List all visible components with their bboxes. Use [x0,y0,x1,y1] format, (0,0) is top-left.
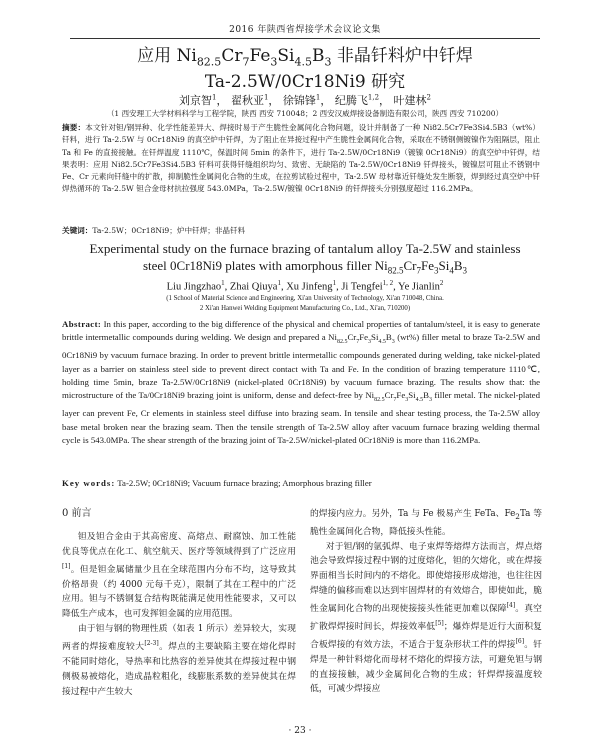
authors-en: Liu Jingzhao$^1$, Zhai Qiuya$^1$, Xu Jinfeng$^1$, Ji Tengfei$^{1, 2}$, Ye Jianlin$^2$ [166,279,444,293]
section-heading: 0 前言 [62,508,92,519]
body-paragraph: 钽及钽合金由于其高密度、高熔点、耐腐蚀、加工性能优良等优点在化工、航空航天、医疗等领域得到了广泛应用[1]。但是钽金属储量少且在全球范围内分布不均，这导致其价格昂贵（约 4000 元每千克），限制了其在工程中的广泛应用。钽与不锈钢复合结构既能满足使用性能要求，又可以降低生产成本，也可发挥钽金属的应用范围。 [62,531,296,620]
affiliation-en: (1 School of Material Science and Engineering, Xi'an University of Technology, Xi'an 710048, China. 2 Xi'an Hanwei Welding Equipment Manufacturing Co., Ltd., Xi'an, 710200) [166,295,444,312]
paper-title-zh [60,46,550,92]
abstract-en-label: Abstract: [62,319,102,329]
abstract-zh [62,122,540,196]
abstract-zh-text: 本文针对钽/钢异种、化学性能差异大、焊接时易于产生脆性金属间化合物问题，设计并制备了一种 Ni82.5Cr7Fe3Si4.5B3（wt%）钎料，进行 Ta-2.5W 与 0Cr18Ni9 的真空炉中钎焊，为了阻止在异接过程中产生脆性金属间化合物，采取在不锈钢侧镀镍作为阻隔层，阻止 Ta 和 Fe 的直接接触。在钎焊温度 1110℃，保温时间 5min 的条件下，进行 Ta-2.5W/0Cr18Ni9（镀镍 0Cr18Ni9）的真空炉中钎焊，结果表明：应用 Ni82.5Cr7Fe3Si4.5B3 钎料可获得钎缝组织均匀、致密、无缺陷的 Ta-2.5W/0Cr18Ni9 钎焊接头，镀镍层可阻止不锈钢中 Fe、Cr 元素向钎缝中的扩散，抑制脆性金属间化合物的生成，在拉剪试验过程中，Ta-2.5W 母材靠近钎缝处发生断裂，焊到经过真空炉中钎焊热循环的 Ta-2.5W 钽合金母材抗拉强度 543.0MPa，Ta-2.5W/镀镍 0Cr18Ni9 的钎焊接头分别强度超过 116.2MPa。 [62,123,541,194]
affiliation-zh: （1 西安理工大学材料科学与工程学院，陕西 西安 710048；2 西安汉威焊接设备制造有限公司，陕西 西安 710200） [106,109,504,118]
title-zh-line2: Ta-2.5W/0Cr18Ni9 研究 [204,72,406,93]
keywords-en: Key words: Ta-2.5W; 0Cr18Ni9; Vacuum furnace brazing; Amorphous brazing filler [62,478,372,488]
title-en-line2: steel 0Cr18Ni9 plates with amorphous filler $Ni_{82.5}Cr_7Fe_3Si_4B_3$ [142,258,468,276]
keywords-zh: 关键词：Ta-2.5W；0Cr18Ni9；炉中钎焊；非晶钎料 [62,226,246,235]
title-zh-line1: 应用 $Ni_{82.5}Cr_7Fe_3Si_{4.5}B_3$ 非晶钎料炉中钎焊 [137,46,473,69]
running-header: 2016 年陕西省焊接学术会议论文集 [70,22,540,39]
body-paragraph: 的焊接内应力。另外，Ta 与 Fe 极易产生 FeTa、$Fe_2Ta$ 等脆性金属间化合物，降低接头性能。 [310,509,542,537]
keywords-zh-label: 关键词： [62,226,93,235]
authors-zh: 刘京智$^1$， 翟秋亚$^1$， 徐锦锋$^1$， 纪腾飞$^{1,2}$， 叶建林$^2$ [178,93,431,107]
body-right-column [310,507,542,697]
abstract-zh-label: 摘要： [62,123,86,132]
body-left-column [62,507,296,700]
keywords-en-label: Key words: [62,478,116,488]
body-paragraph: 对于钽/钢的氩弧焊、电子束焊等熔焊方法而言，焊点熔池会导致焊接过程中钢的过度熔化，钽的欠熔化，或在焊接界面相当长时间内的不熔化。即使熔接形成熔池，也往往因焊缝的偏移而难以达到牢固焊材的有效熔合，即使如此，脆性金属间化合物的出现使接接头性能更加难以保障[4]。真空扩散焊焊接时间长，焊接效率低[5]；爆炸焊是近行大面积复合板焊接的有效方法，不适合于复杂形状工件的焊接[6]。钎焊是一种针料熔化而母材不熔化的焊接方法，可避免钽与钢的直接接触，减少金属间化合物的生成；钎焊焊接温度较低，可减少焊接应 [310,541,542,695]
page-number: · 23 · [288,726,312,736]
body-paragraph: 由于钽与钢的物理性质（如表 1 所示）差异较大，实现两者的焊接难度较大[2-3]。焊点的主要缺陷主要在熔化焊时不能同时熔化，导热率和比热容的差异使其在焊接过程中钢侧极易被熔化，造成晶粒粗化，线膨胀系数的差异使其在焊接过程中产生较大 [62,624,296,697]
abstract-en: Abstract: In this paper, according to the big difference of the physical and chemical properties of tantalum/steel, it is easy to generate brittle intermetallic compounds during welding. We design and prepared a $Ni_{82.5}Cr_7Fe_3Si_{4.5}B_3$ (wt%) filler metal to braze Ta-2.5W and 0Cr18Ni9 by vacuum furnace brazing. In order to prevent brittle intermetallic compounds generated during welding, take nickel-plated layer as a barrier on stainless steel side to prevent direct contact with Ta and Fe. In the condition of brazing temperature 1110℃, holding time 5min, braze Ta-2.5W/0Cr18Ni9 (nickel-plated 0Cr18Ni9) by vacuum furnace brazing. The results show that: the microstructure of the Ta/0Cr18Ni9 brazing joint is uniform, dense and defect-free by $Ni_{82.5}Cr_7Fe_3Si_{4.5}B_3$ filler metal. The nickel-plated layer can prevent Fe, Cr elements in stainless steel diffuse into brazing seam. In tensile and shear testing process, the Ta-2.5W alloy base metal broken near the brazing seam. Then the tensile strength of Ta-2.5W alloy after vacuum furnace brazing welding thermal cycle is 543.0MPa. The shear strength of the brazing joint of Ta-2.5W/nickel-plated 0Cr18Ni9 is more than 116.2MPa. [62,319,540,445]
title-en-line1: Experimental study on the furnace brazing of tantalum alloy Ta-2.5W and stainless [89,241,521,256]
paper-title-en [60,240,550,280]
